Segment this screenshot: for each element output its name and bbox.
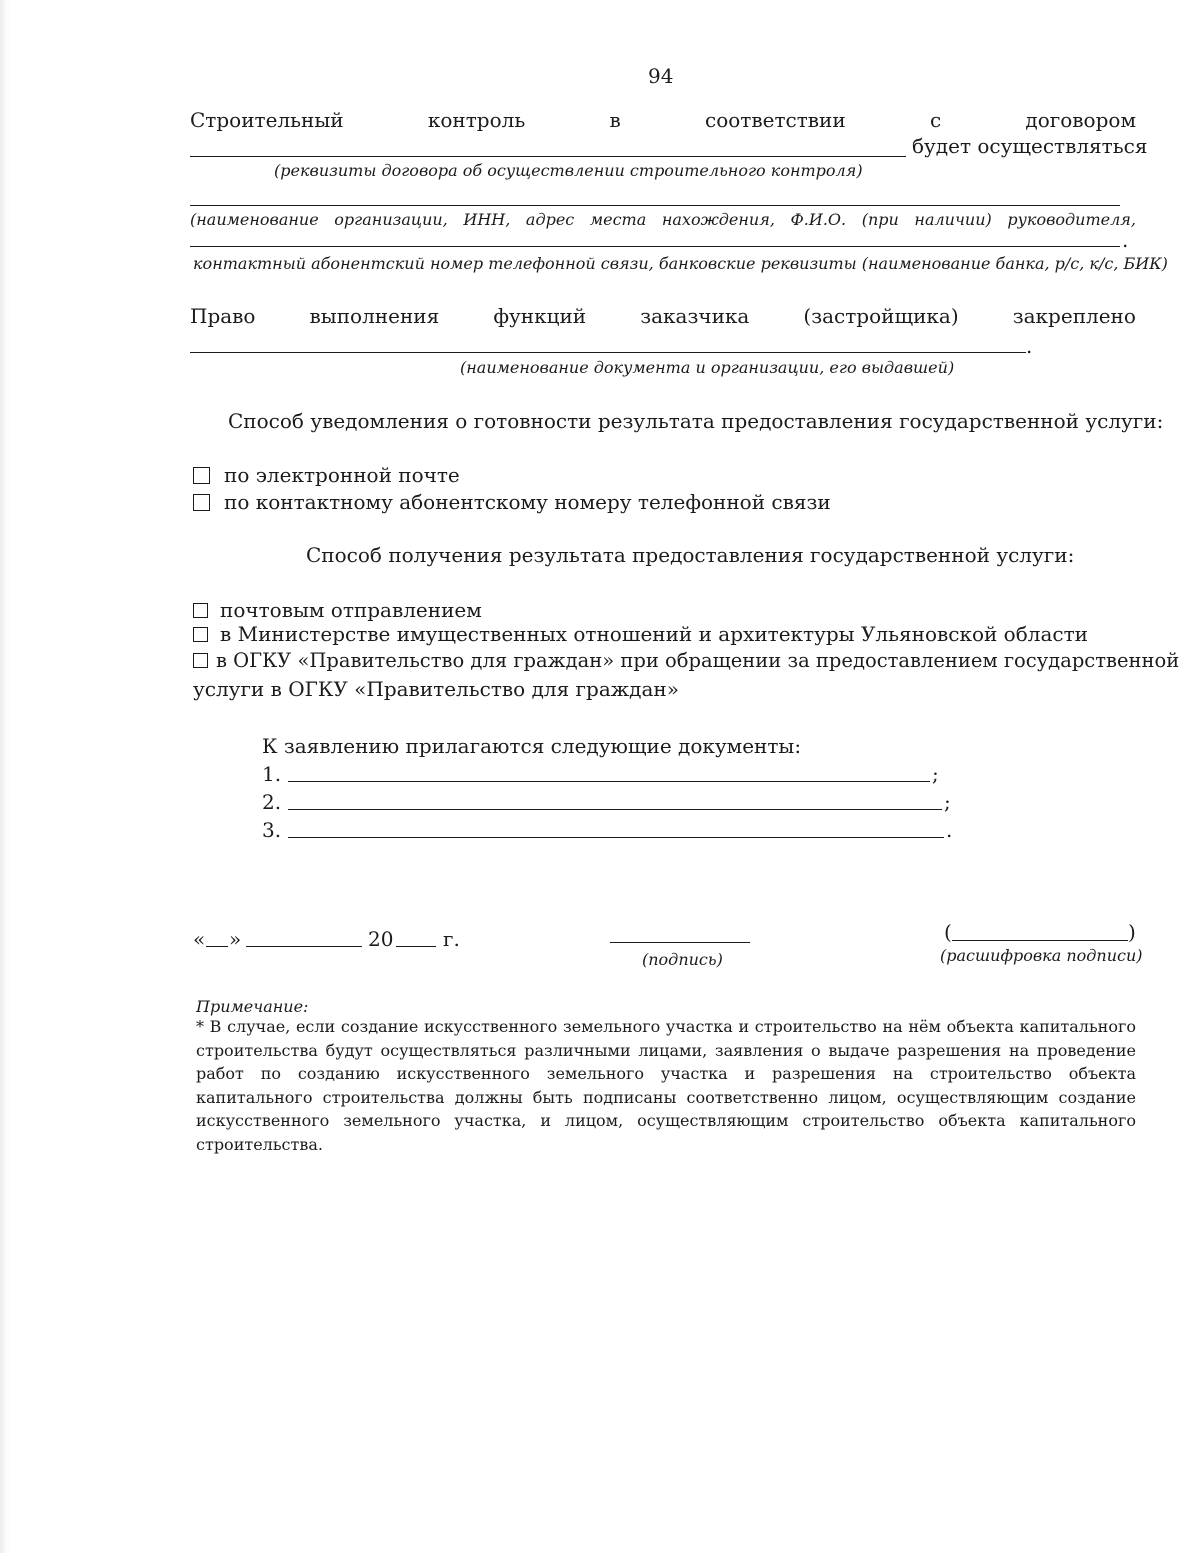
contacts-caption: контактный абонентский номер телефонной связи, банковские реквизиты (наименование банка, р/с, к/с, БИК) [193, 254, 1168, 273]
option-label: почтовым отправлением [220, 598, 482, 622]
word: функций [493, 304, 587, 328]
date-month-field[interactable] [246, 946, 362, 947]
caption-word: руководителя, [1007, 210, 1136, 229]
word: Строительный [190, 108, 344, 132]
caption-word: места [589, 210, 647, 229]
attachment-end: ; [944, 790, 951, 814]
word: контроль [427, 108, 526, 132]
attachments-heading: К заявлению прилагаются следующие документы: [262, 734, 802, 758]
attachment-field-2[interactable] [288, 809, 942, 810]
caption-word: Ф.И.О. [790, 210, 847, 229]
checkbox[interactable] [193, 603, 208, 618]
attachment-number: 1. [262, 762, 282, 786]
caption-word: адрес [525, 210, 575, 229]
note-title: Примечание: [196, 997, 309, 1016]
word: с [929, 108, 942, 132]
notify-phone-option[interactable] [193, 490, 831, 514]
option-label: в ОГКУ «Правительство для граждан» при обращении за предоставлением государственной [216, 649, 1180, 672]
option-label: в Министерстве имущественных отношений и архитектуры Ульяновской области [220, 622, 1088, 646]
checkbox[interactable] [193, 467, 210, 484]
decode-paren-open: ( [944, 920, 952, 944]
caption-word: (наименование [190, 210, 319, 229]
caption-word: наличии) [914, 210, 992, 229]
signature-caption: (подпись) [642, 950, 723, 969]
word: (застройщика) [803, 304, 959, 328]
attachment-field-1[interactable] [288, 781, 930, 782]
contract-caption: (реквизиты договора об осуществлении строительного контроля) [274, 161, 863, 180]
attachment-field-3[interactable] [288, 837, 944, 838]
rights-caption: (наименование документа и организации, его выдавшей) [460, 358, 955, 377]
customer-rights-line [190, 304, 1136, 328]
receipt-ogku-option[interactable] [193, 649, 1179, 672]
receipt-ogku-continuation: услуги в ОГКУ «Правительство для граждан» [193, 677, 679, 701]
caption-word: организации, [334, 210, 448, 229]
receipt-ministry-option[interactable] [193, 622, 1088, 646]
page-number: 94 [648, 64, 674, 88]
notification-heading: Способ уведомления о готовности результата предоставления государственной услуги: [228, 409, 1164, 433]
word: закреплено [1012, 304, 1136, 328]
year-suffix: г. [443, 927, 460, 951]
date-year-field[interactable] [396, 946, 436, 947]
caption-word: (при [861, 210, 899, 229]
attachment-number: 2. [262, 790, 282, 814]
organization-caption [190, 210, 1136, 229]
checkbox[interactable] [193, 653, 208, 668]
construction-control-line [190, 108, 1136, 132]
attachment-number: 3. [262, 818, 282, 842]
receipt-mail-option[interactable] [193, 598, 482, 622]
checkbox[interactable] [193, 494, 210, 511]
word: договором [1025, 108, 1136, 132]
checkbox[interactable] [193, 627, 208, 642]
attachment-end: . [946, 818, 953, 842]
attachment-end: ; [932, 762, 939, 786]
signature-field[interactable] [610, 942, 750, 943]
organization-field-2[interactable] [190, 246, 1120, 247]
date-open-quote: « [193, 927, 206, 951]
word: заказчика [640, 304, 750, 328]
word: в [609, 108, 621, 132]
decode-paren-close: ) [1128, 920, 1136, 944]
date-close-quote: » [229, 927, 242, 951]
rights-document-field[interactable] [190, 352, 1026, 353]
word: Право [190, 304, 256, 328]
contract-details-field[interactable] [190, 156, 906, 157]
date-day-field[interactable] [206, 946, 228, 947]
caption-word: нахождения, [661, 210, 775, 229]
word: выполнения [309, 304, 440, 328]
organization-field[interactable] [190, 205, 1120, 206]
line-end-dot: . [1122, 228, 1129, 252]
notify-email-option[interactable] [193, 463, 460, 487]
scan-edge [0, 0, 10, 1553]
option-label: по электронной почте [224, 463, 460, 487]
signature-decode-field[interactable] [952, 940, 1128, 941]
receipt-heading: Способ получения результата предоставления государственной услуги: [306, 543, 1075, 567]
control-tail-text: будет осуществляться [912, 134, 1148, 158]
option-label: по контактному абонентскому номеру телефонной связи [224, 490, 831, 514]
year-prefix: 20 [368, 927, 394, 951]
line-end-dot: . [1026, 334, 1033, 358]
word: соответствии [705, 108, 846, 132]
caption-word: ИНН, [463, 210, 511, 229]
note-text: * В случае, если создание искусственного земельного участка и строительство на нём объекта капитального строительства будут осуществляться различными лицами, заявления о выдаче разрешения на проведение работ по созданию искусственного земельного участка и разрешения на строительство объекта капитального строительства должны быть подписаны соответственно лицом, осуществляющим создание искусственного земельного участка, и лицом, осуществляющим строительство объекта капитального строительства. [196, 1017, 1136, 1154]
decode-caption: (расшифровка подписи) [940, 946, 1143, 965]
